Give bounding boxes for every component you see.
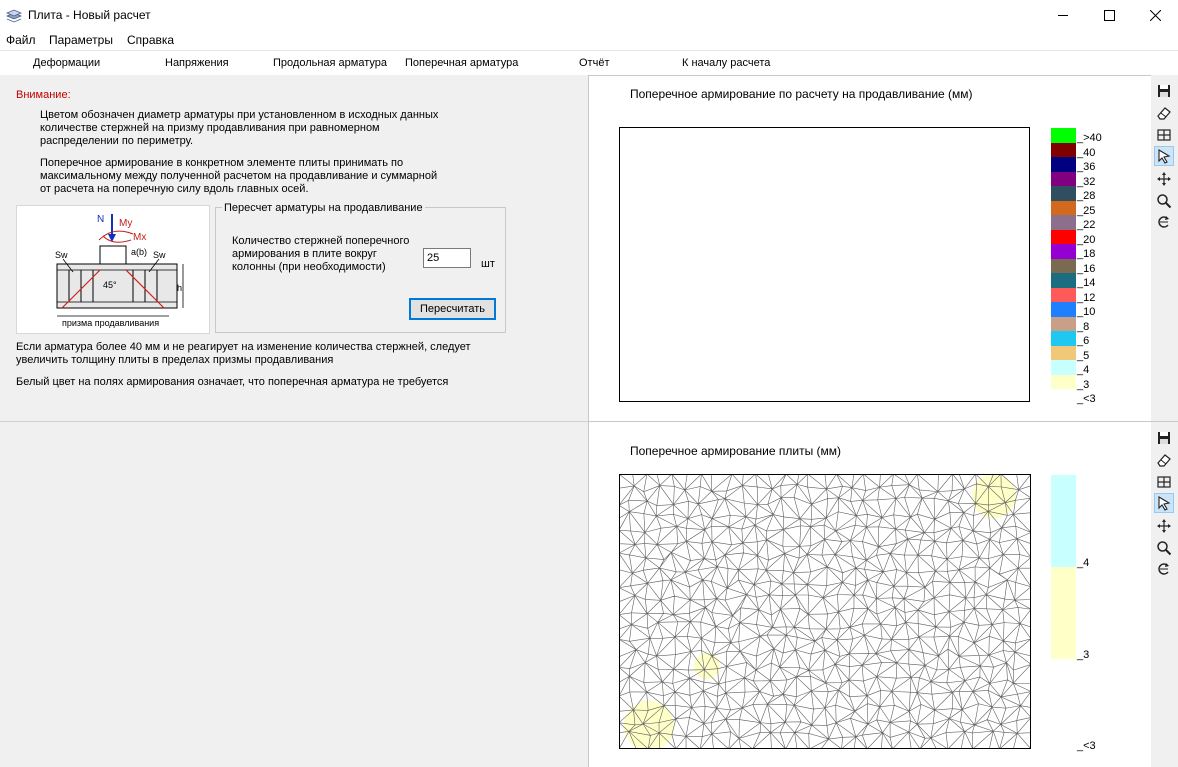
legend-label: _4 (1077, 557, 1090, 569)
legend-swatch (1051, 288, 1076, 303)
right-horizontal-splitter[interactable] (589, 421, 1178, 422)
legend-label: _6 (1077, 335, 1090, 347)
slab-reinforcement-mesh[interactable] (619, 474, 1031, 749)
menu-bar (0, 30, 1178, 50)
panel2-title: Поперечное армирование плиты (мм) (630, 444, 842, 458)
app-icon (6, 7, 22, 23)
grid-icon (1156, 474, 1172, 490)
close-button[interactable] (1132, 0, 1178, 30)
eraser-tool-button[interactable] (1154, 103, 1174, 123)
pointer-icon (1156, 495, 1172, 511)
pointer-tool-button[interactable] (1154, 146, 1174, 166)
legend-label-bottom: _<3 (1077, 393, 1096, 405)
diagram-label-sw-right: Sw (153, 250, 166, 260)
move-icon (1156, 171, 1172, 187)
grid-tool-button[interactable] (1154, 472, 1174, 492)
legend-label: _12 (1077, 291, 1096, 304)
diagram-label-my: My (119, 218, 133, 229)
grid-icon (1156, 127, 1172, 143)
move-tool-button[interactable] (1154, 169, 1174, 189)
legend-label: _>40 (1077, 132, 1102, 144)
legend-swatch (1051, 157, 1076, 172)
legend-swatch (1051, 567, 1076, 659)
left-info-pane (0, 75, 588, 767)
left-pane-splitter[interactable] (0, 421, 588, 422)
legend-label: _10 (1077, 306, 1096, 318)
legend-swatch (1051, 360, 1076, 375)
title-bar (0, 0, 1178, 30)
save-icon (1156, 83, 1172, 99)
panel2-toolbar (1151, 422, 1178, 767)
grid-tool-button[interactable] (1154, 125, 1174, 145)
reinforcement-zone (694, 653, 720, 679)
legend-swatch (1051, 128, 1076, 143)
legend-swatch (1051, 273, 1076, 288)
bar-count-label: Количество стержней поперечного армирования в плите вокруг колонны (при необходимости) (232, 235, 410, 273)
diagram-label-h: h (177, 283, 183, 293)
save-tool-button[interactable] (1154, 81, 1174, 101)
legend-swatch (1051, 317, 1076, 332)
punching-result-plot[interactable] (619, 127, 1030, 402)
pointer-icon (1156, 148, 1172, 164)
legend-swatch (1051, 230, 1076, 245)
diagram-caption: призма продавливания (62, 318, 160, 328)
bar-count-unit: шт (481, 258, 495, 270)
warning-heading: Внимание: (16, 89, 71, 101)
legend-swatch (1051, 143, 1076, 158)
zoom-icon (1156, 193, 1172, 209)
legend-label: _32 (1077, 175, 1096, 188)
legend-swatch (1051, 302, 1076, 317)
legend-swatch (1051, 186, 1076, 201)
legend-label: _3 (1077, 649, 1090, 661)
menu-parameters[interactable]: Параметры (49, 33, 113, 47)
info-paragraph-1: Цветом обозначен диаметр арматуры при установленном в исходных данных количестве стержней на призму продавливания при равномерном распределении по периметру. (40, 109, 439, 147)
tab-report[interactable]: Отчёт (579, 57, 610, 69)
tab-start-of-calculation[interactable]: К началу расчета (682, 57, 771, 69)
legend-swatch (1051, 244, 1076, 259)
tab-transverse-reinforcement[interactable]: Поперечная арматура (405, 57, 519, 69)
legend-label-bottom: _<3 (1077, 740, 1096, 752)
diagram-label-sw-left: Sw (55, 250, 68, 260)
legend-label: _14 (1077, 277, 1096, 289)
maximize-button[interactable] (1086, 0, 1132, 30)
minimize-icon (1058, 10, 1069, 21)
recalculate-button[interactable]: Пересчитать (409, 298, 496, 320)
eraser-tool-button[interactable] (1154, 450, 1174, 470)
legend-label: _36 (1077, 161, 1096, 173)
legend-label: _4 (1077, 364, 1090, 376)
legend-label: _3 (1077, 378, 1090, 391)
legend-swatch (1051, 259, 1076, 274)
legend-swatch (1051, 215, 1076, 230)
rotate-icon (1156, 561, 1172, 577)
rotate-icon (1156, 214, 1172, 230)
tab-stresses[interactable]: Напряжения (165, 57, 229, 69)
legend-label: _22 (1077, 219, 1096, 231)
diagram-label-angle: 45° (103, 280, 117, 290)
legend-label: _25 (1077, 204, 1096, 217)
info-paragraph-2: Поперечное армирование в конкретном элементе плиты принимать по максимальному между полученной расчетом на продавливание и суммарной от расчета на поперечную силу вдоль главных осей. (40, 157, 438, 195)
legend-label: _8 (1077, 320, 1090, 333)
note-thickness: Если арматура более 40 мм и не реагирует на изменение количества стержней, следует увеличить толщину плиты в пределах призмы продавливания (16, 341, 471, 366)
minimize-button[interactable] (1040, 0, 1086, 30)
legend-swatch (1051, 172, 1076, 187)
diagram-label-mx: Mx (133, 232, 147, 243)
zoom-tool-button[interactable] (1154, 191, 1174, 211)
menu-file[interactable]: Файл (6, 33, 36, 47)
save-tool-button[interactable] (1154, 428, 1174, 448)
close-icon (1150, 10, 1161, 21)
zoom-icon (1156, 540, 1172, 556)
legend-label: _16 (1077, 262, 1096, 275)
panel1-toolbar (1151, 75, 1178, 421)
legend-label: _28 (1077, 190, 1096, 202)
tab-deformations[interactable]: Деформации (33, 57, 101, 69)
diagram-label-ab: a(b) (131, 247, 148, 257)
legend-swatch (1051, 346, 1076, 361)
move-tool-button[interactable] (1154, 516, 1174, 536)
legend-swatch (1051, 201, 1076, 216)
legend-label: _18 (1077, 248, 1096, 260)
save-icon (1156, 430, 1172, 446)
eraser-icon (1156, 452, 1172, 468)
legend-swatch (1051, 475, 1076, 567)
move-icon (1156, 518, 1172, 534)
tab-longitudinal-reinforcement[interactable]: Продольная арматура (273, 57, 387, 69)
maximize-icon (1104, 10, 1115, 21)
zoom-tool-button[interactable] (1154, 538, 1174, 558)
legend-label: _5 (1077, 349, 1090, 362)
punching-prism-diagram (16, 205, 210, 334)
diagram-label-n: N (97, 214, 105, 225)
recalc-group-title: Пересчет арматуры на продавливание (224, 202, 423, 214)
legend-label: _20 (1077, 233, 1096, 246)
tab-bar (0, 50, 1178, 76)
menu-help[interactable]: Справка (127, 33, 175, 47)
legend-swatch (1051, 375, 1076, 390)
legend-label: _40 (1077, 146, 1096, 159)
pointer-tool-button[interactable] (1154, 493, 1174, 513)
eraser-icon (1156, 105, 1172, 121)
legend-swatch (1051, 331, 1076, 346)
panel1-title: Поперечное армирование по расчету на продавливание (мм) (630, 87, 973, 101)
bar-count-input[interactable] (423, 248, 471, 268)
note-white-color: Белый цвет на полях армирования означает, что поперечная арматура не требуется (16, 376, 449, 388)
rotate-tool-button[interactable] (1154, 559, 1174, 579)
window-title: Плита - Новый расчет (28, 8, 151, 22)
rotate-tool-button[interactable] (1154, 212, 1174, 232)
